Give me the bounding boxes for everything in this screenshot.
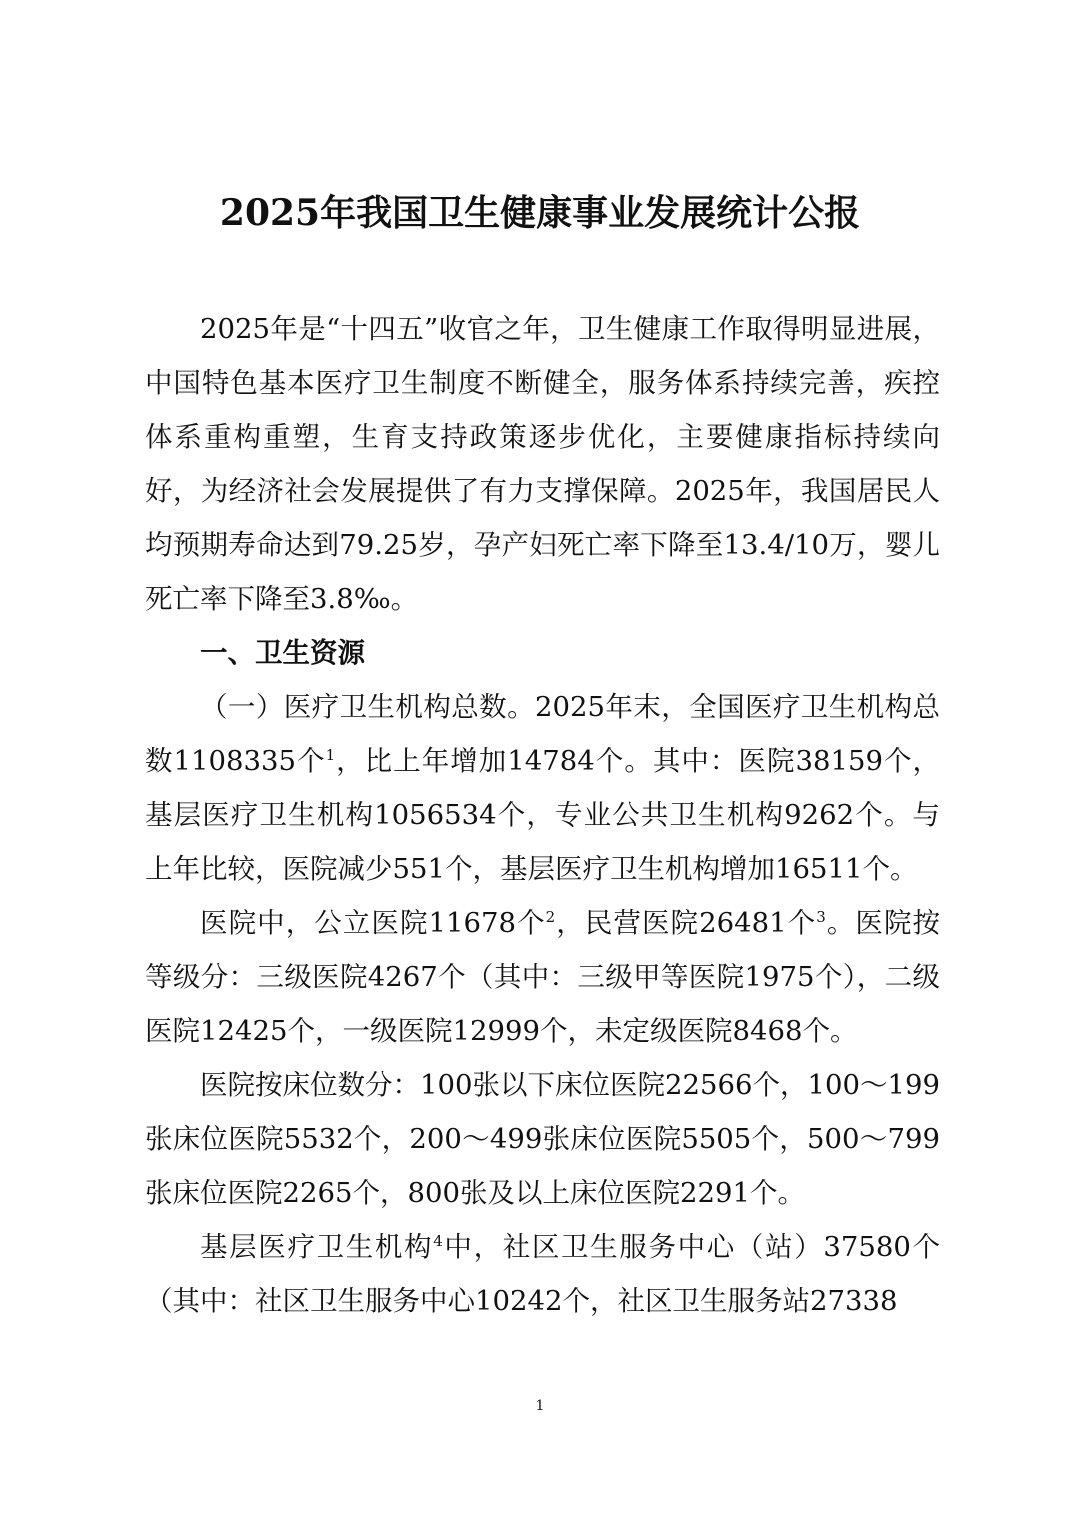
paragraph-text: 医院中，公立医院11678个	[200, 907, 546, 939]
footnote-marker: 1	[325, 746, 336, 764]
paragraph-text: ，民营医院26481个	[555, 907, 817, 939]
paragraph-text: 中，社区卫生服务中心（站）37580个（其中：社区卫生服务中心10242个，社区卫生服务站27338	[145, 1231, 941, 1317]
paragraph-institutions	[145, 680, 940, 896]
page-number: 1	[535, 1398, 545, 1414]
body-text	[145, 302, 940, 1328]
footnote-marker: 3	[816, 908, 826, 926]
paragraph-hospitals	[145, 896, 940, 1058]
paragraph-text: 。医院按等级分：三级医院4267个（其中：三级甲等医院1975个），二级医院12425个，一级医院12999个，未定级医院8468个。	[145, 907, 941, 1047]
footnote-marker: 4	[433, 1232, 443, 1250]
paragraph-text: （一）医疗卫生机构总数。2025年末，全国医疗卫生机构总数1108335个	[145, 691, 940, 777]
intro-paragraph: 2025年是“十四五”收官之年，卫生健康工作取得明显进展，中国特色基本医疗卫生制度不断健全，服务体系持续完善，疾控体系重构重塑，生育支持政策逐步优化，主要健康指标持续向好，为经济社会发展提供了有力支撑保障。2025年，我国居民人均预期寿命达到79.25岁，孕产妇死亡率下降至13.4/10万，婴儿死亡率下降至3.8‰。	[145, 313, 940, 615]
footnote-marker: 2	[545, 908, 556, 926]
page-title: 2025年我国卫生健康事业发展统计公报	[219, 192, 861, 234]
paragraph-primary-care	[145, 1220, 940, 1328]
section-heading: 一、卫生资源	[200, 637, 365, 669]
paragraph-text: ，比上年增加14784个。其中：医院38159个，基层医疗卫生机构1056534个，专业公共卫生机构9262个。与上年比较，医院减少551个，基层医疗卫生机构增加16511个。	[145, 745, 940, 885]
paragraph-text: 基层医疗卫生机构	[200, 1231, 434, 1263]
paragraph-beds: 医院按床位数分：100张以下床位医院22566个，100～199张床位医院5532个，200～499张床位医院5505个，500～799张床位医院2265个，800张及以上床位医院2291个。	[145, 1069, 940, 1209]
